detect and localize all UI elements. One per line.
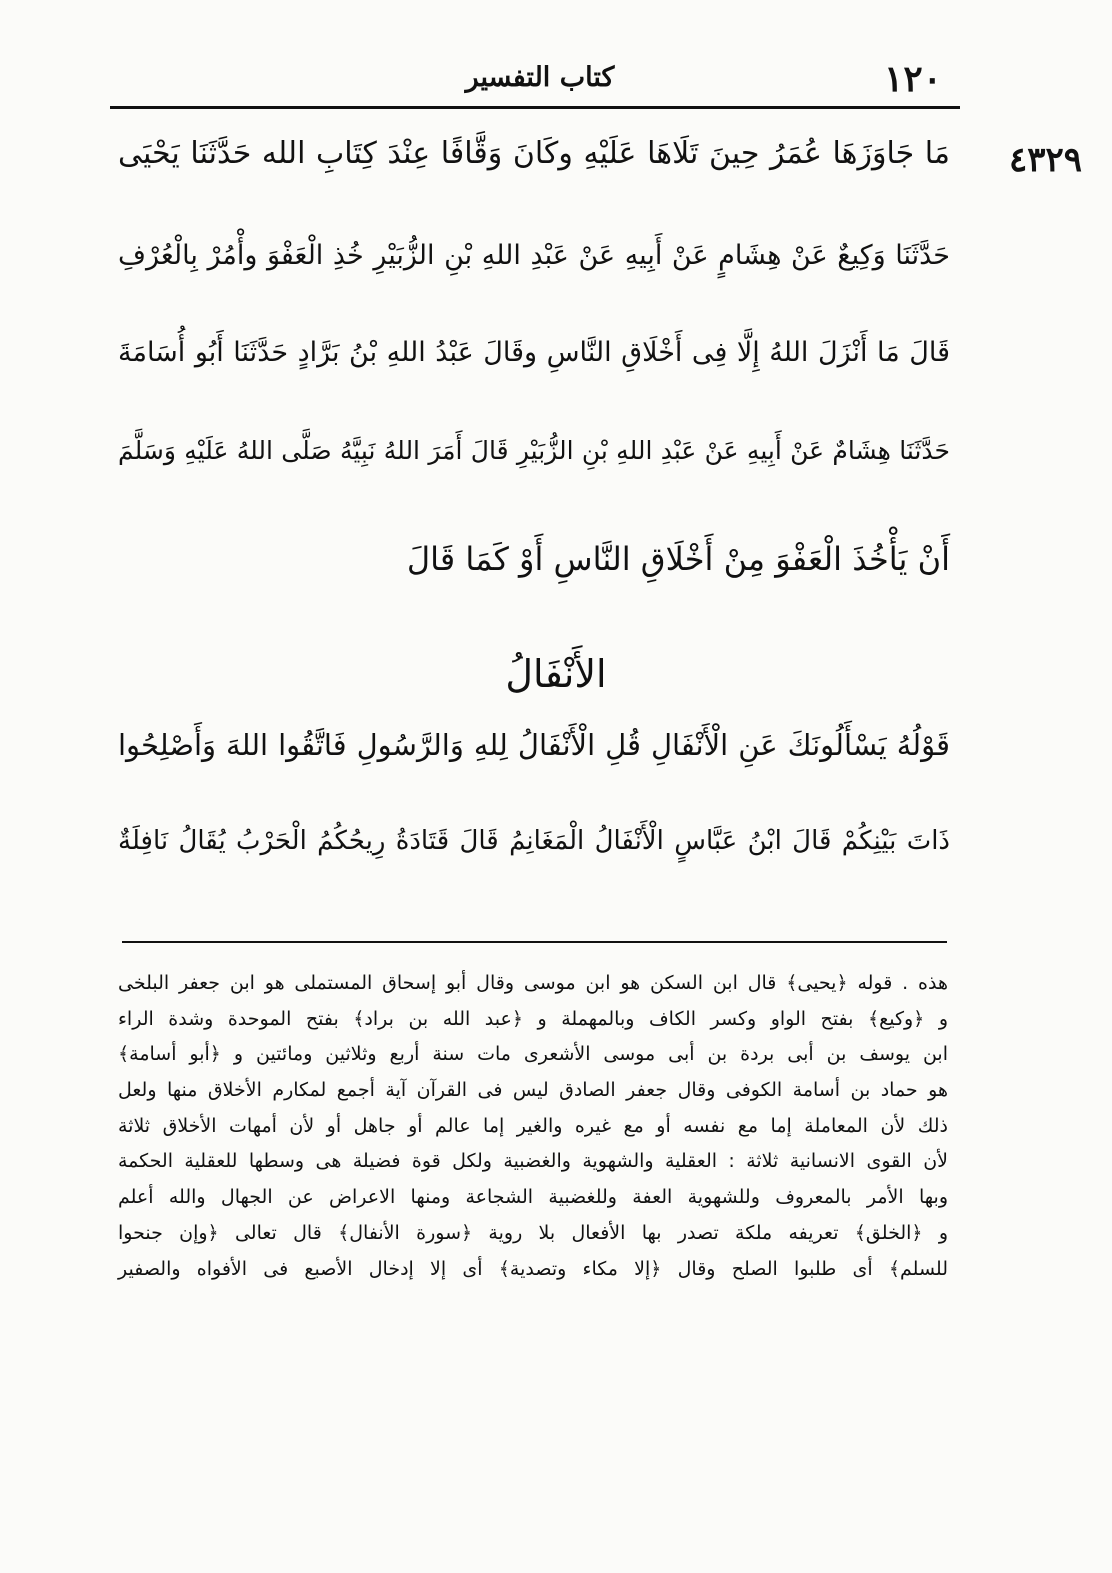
page-header xyxy=(120,52,960,108)
section-title: الأَنْفَالُ xyxy=(505,652,607,696)
footnote-line: و ﴿الخلق﴾ تعريفه ملكة تصدر بها الأفعال بلا روية ﴿سورة الأنفال﴾ قال تعالى ﴿وإن جنحوا xyxy=(118,1221,948,1244)
main-text-line: مَا جَاوَزَهَا عُمَرُ حِينَ تَلَاهَا عَلَيْهِ وكَانَ وَقَّافًا عِنْدَ كِتَابِ الله حَدَّثَنَا يَحْيَى xyxy=(118,136,950,171)
footnote-line: ذلك لأن المعاملة إما مع نفسه أو مع غيره والغير إما عالم أو جاهل أو لأن أمهات الأخلاق ثلاثة xyxy=(118,1114,948,1137)
main-text-line: أَنْ يَأْخُذَ الْعَفْوَ مِنْ أَخْلَاقِ النَّاسِ أَوْ كَمَا قَالَ xyxy=(406,540,950,578)
footnotes xyxy=(118,966,948,1287)
header-rule xyxy=(110,106,960,109)
main-text-line: حَدَّثَنَا هِشَامٌ عَنْ أَبِيهِ عَنْ عَبْدِ اللهِ بْنِ الزُّبَيْرِ قَالَ أَمَرَ اللهُ نَبِيَّهُ صَلَّى اللهُ عَلَيْهِ وَسَلَّمَ xyxy=(118,436,950,465)
page-number: ١٢٠ xyxy=(883,58,942,100)
footnote-line: وبها الأمر بالمعروف وللشهوية العفة وللغضبية الشجاعة ومنها الاعراض عن الجهال والله أعلم xyxy=(118,1186,948,1209)
running-title: كتاب التفسير xyxy=(465,62,615,93)
footnote-line: هذه . قوله ﴿يحيى﴾ قال ابن السكن هو ابن موسى وقال أبو إسحاق المستملى هو ابن جعفر البلخى xyxy=(118,972,948,994)
section-text-line: قَوْلُهُ يَسْأَلُونَكَ عَنِ الْأَنْفَالِ قُلِ الْأَنْفَالُ لِلهِ وَالرَّسُولِ فَاتَّقُوا اللهَ وَأَصْلِحُوا xyxy=(118,728,950,762)
footnote-line: و ﴿وكيع﴾ بفتح الواو وكسر الكاف وبالمهملة و ﴿عبد الله بن براد﴾ بفتح الموحدة وشدة الراء xyxy=(118,1007,948,1030)
main-text-line: حَدَّثَنَا وَكِيعٌ عَنْ هِشَامٍ عَنْ أَبِيهِ عَنْ عَبْدِ اللهِ بْنِ الزُّبَيْرِ خُذِ الْعَفْوَ وأْمُرْ بِالْعُرْفِ xyxy=(118,240,950,271)
footnote-line: لأن القوى الانسانية ثلاثة : العقلية والشهوية والغضبية ولكل قوة فضيلة هى وسطها للعقلية الحكمة xyxy=(118,1150,948,1173)
main-text-line: قَالَ مَا أَنْزَلَ اللهُ إِلَّا فِى أَخْلَاقِ النَّاسِ وقَالَ عَبْدُ اللهِ بْنُ بَرَّادٍ حَدَّثَنَا أَبُو أُسَامَةَ xyxy=(118,337,950,368)
footnote-line: هو حماد بن أسامة الكوفى وقال جعفر الصادق ليس فى القرآن آية أجمع لمكارم الأخلاق منها ولعل xyxy=(118,1079,948,1102)
footnote-line: للسلم﴾ أى طلبوا الصلح وقال ﴿إلا مكاء وتصدية﴾ أى إلا إدخال الأصبع فى الأفواه والصفير xyxy=(118,1257,948,1280)
section-text-line: ذَاتَ بَيْنِكُمْ قَالَ ابْنُ عَبَّاسٍ الْأَنْفَالُ الْمَغَانِمُ قَالَ قَتَادَةُ رِيحُكُمُ الْحَرْبُ يُقَالُ نَافِلَةٌ xyxy=(118,826,950,856)
footnote-rule xyxy=(122,941,947,943)
footnote-line: ابن يوسف بن أبى بردة بن أبى موسى الأشعرى مات سنة أربع وثلاثين ومائتين و ﴿أبو أسامة﴾ xyxy=(118,1043,948,1066)
hadith-number: ٤٣٢٩ xyxy=(1008,140,1082,180)
